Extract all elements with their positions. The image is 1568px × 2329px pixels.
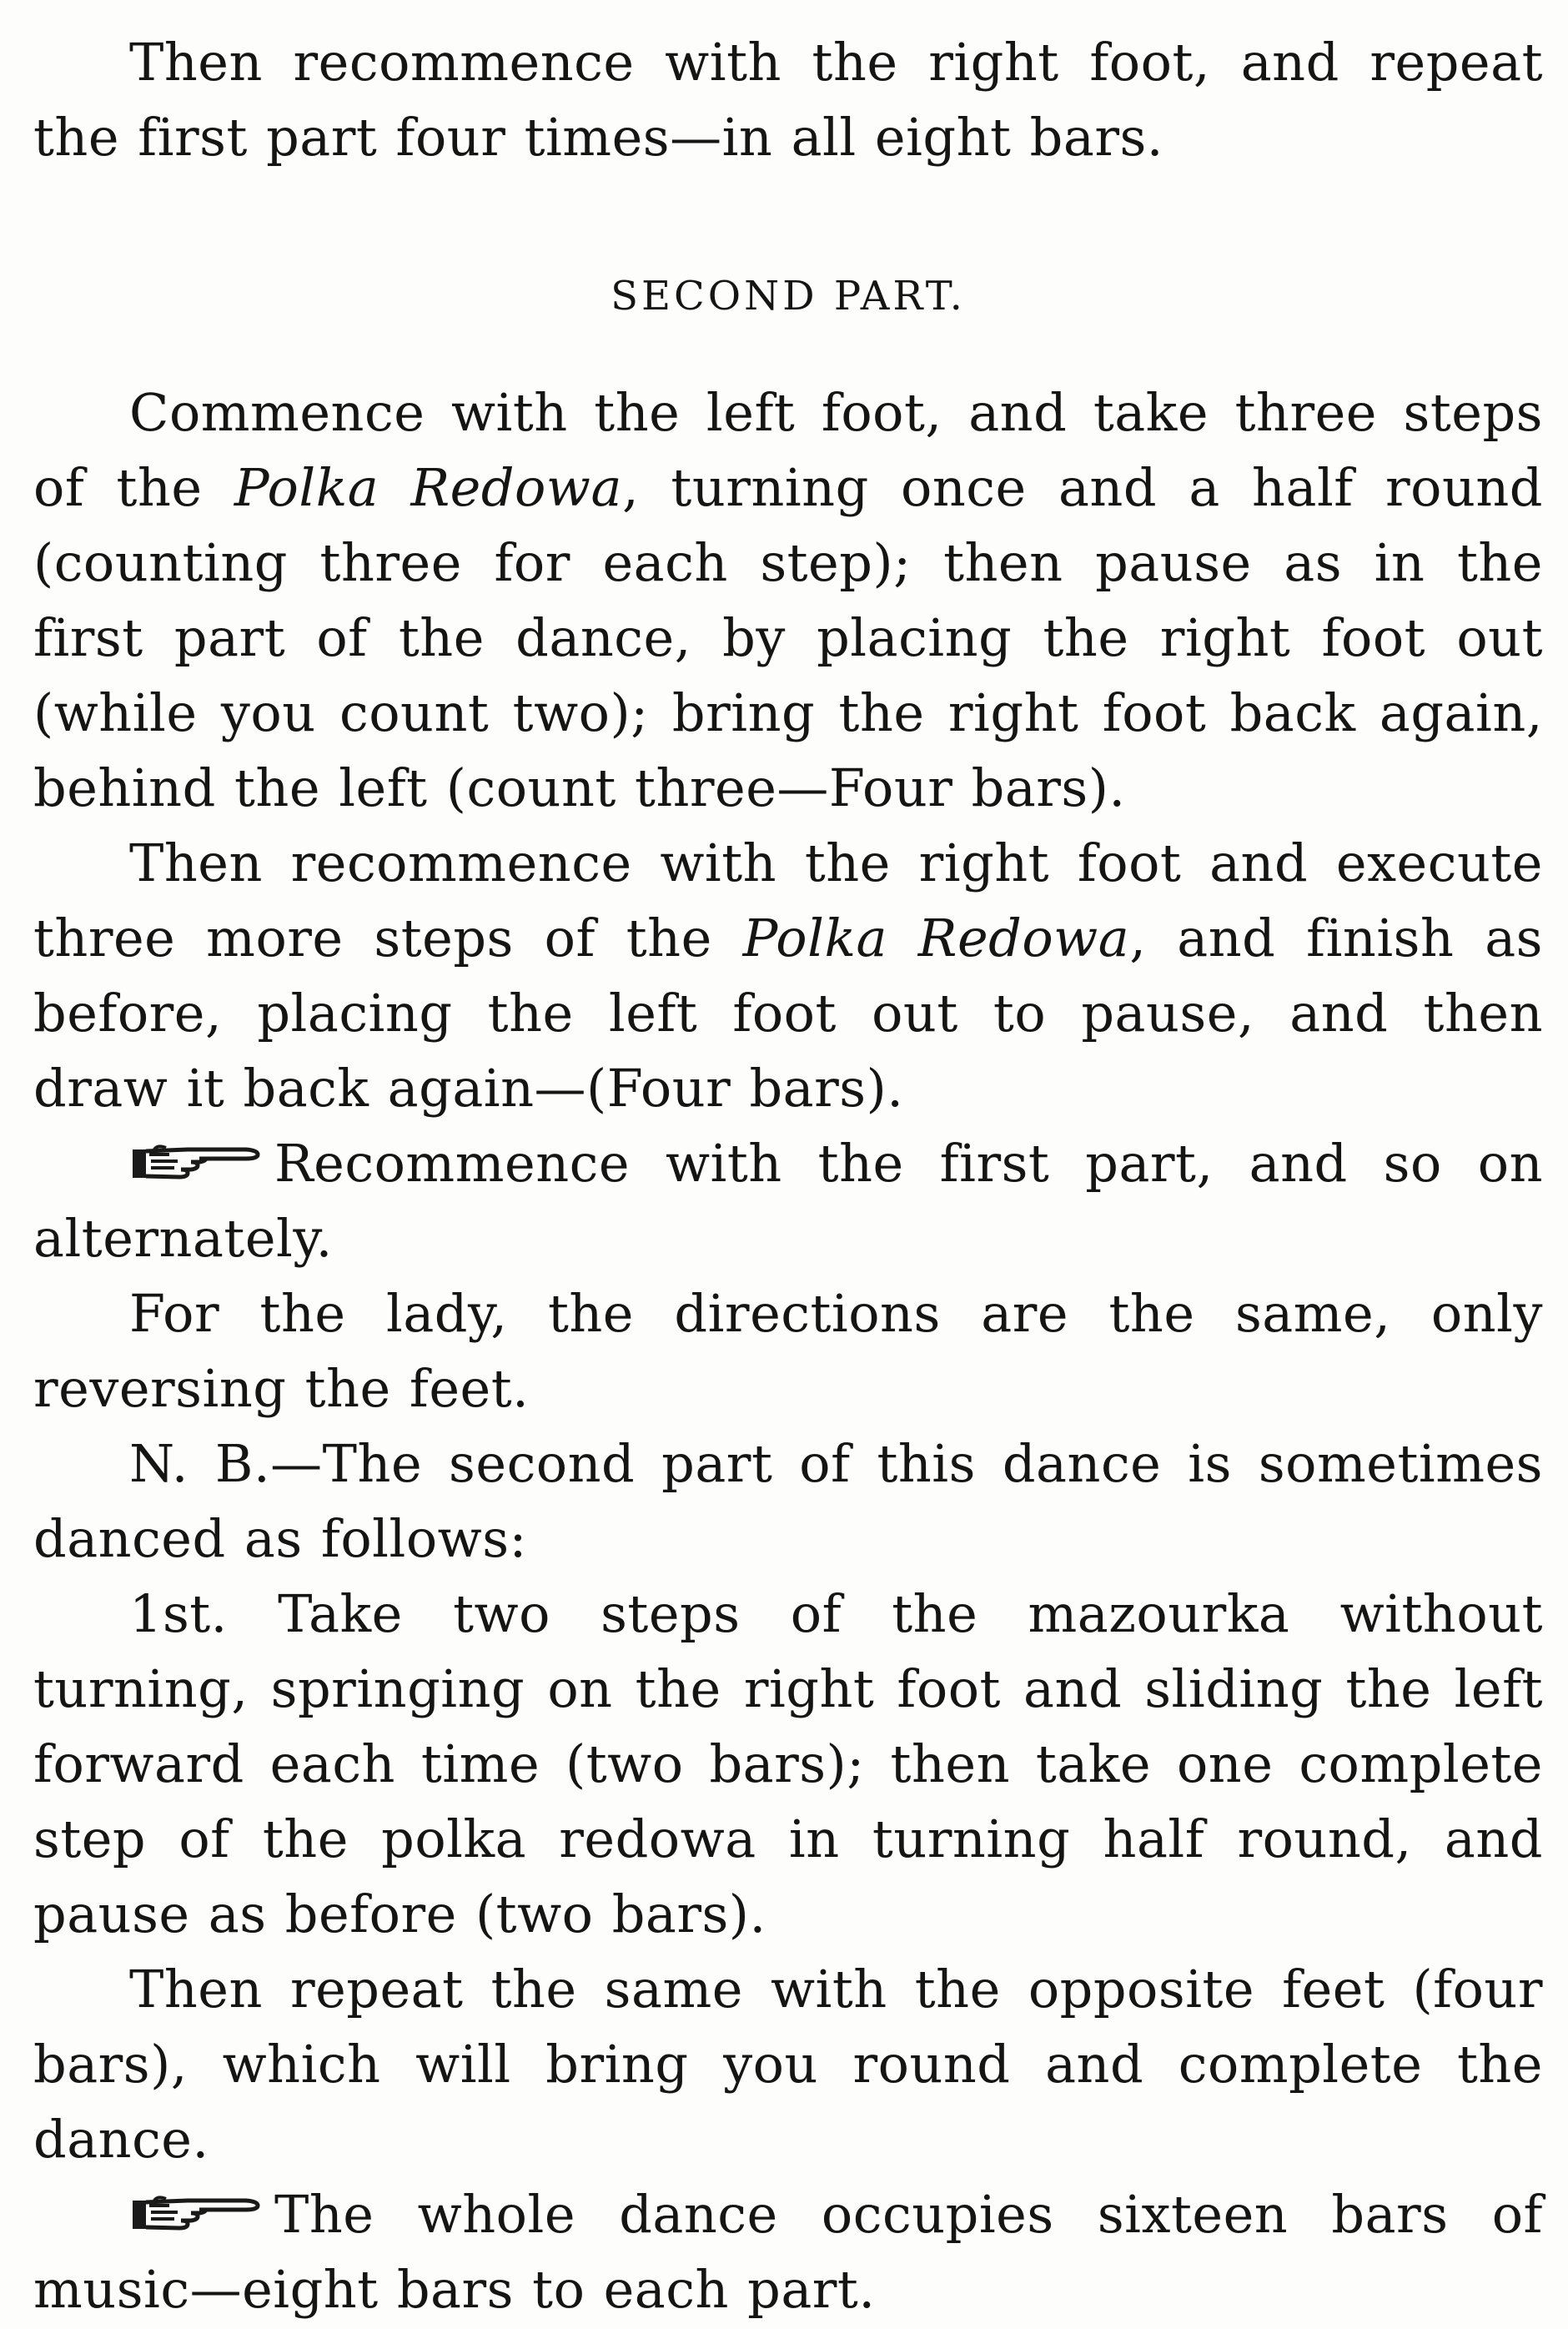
intro-paragraph: Then recommence with the right foot, and repeat the first part four times—in all eight bars. (33, 32, 1543, 168)
paragraph-alternately-text: Recommence with the first part, and so on alternately. (33, 1133, 1543, 1269)
pointing-hand-icon (129, 2189, 263, 2239)
paragraph-sixteen-bars-text: The whole dance occupies sixteen bars of music—eight bars to each part. (33, 2184, 1543, 2320)
text-column (33, 25, 1543, 2327)
paragraph-recommence-text-end: , and finish as before, placing the left foot out to pause, and then draw it back again—(Four bars). (33, 908, 1543, 1119)
paragraph-first-step: 1st. Take two steps of the mazourka without turning, springing on the right foot and sliding the left forward each time (two bars); then take one complete step of the polka redowa in turning half round, and pause as before (two bars). (33, 1583, 1543, 1944)
section-heading: SECOND PART. (611, 273, 966, 319)
paragraph-commence-text-end: , turning once and a half round (counting three for each step); then pause as in the first part of the dance, by placing the right foot out (while you count two); bring the right foot back again, behind the left (count three—Four bars). (33, 457, 1543, 818)
paragraph-opposite-feet: Then repeat the same with the opposite feet (four bars), which will bring you round and complete the dance. (33, 1959, 1543, 2170)
paragraph-nota-bene: N. B.—The second part of this dance is sometimes danced as follows: (33, 1433, 1543, 1569)
dance-name-emphasis: Polka Redowa (234, 457, 622, 518)
paragraph-commence-text-start: Commence with the left foot, and take three steps of the (33, 382, 1543, 518)
paragraph-alternately (33, 1126, 1543, 1276)
dance-name-emphasis: Polka Redowa (742, 908, 1130, 968)
paragraph-commence (33, 375, 1543, 826)
pointing-hand-icon (129, 1138, 263, 1188)
paragraph-sixteen-bars (33, 2177, 1543, 2327)
paragraph-lady: For the lady, the directions are the same, only reversing the feet. (33, 1283, 1543, 1419)
paragraph-recommence (33, 826, 1543, 1126)
paragraph-recommence-text-start: Then recommence with the right foot and execute three more steps of the (33, 833, 1543, 968)
